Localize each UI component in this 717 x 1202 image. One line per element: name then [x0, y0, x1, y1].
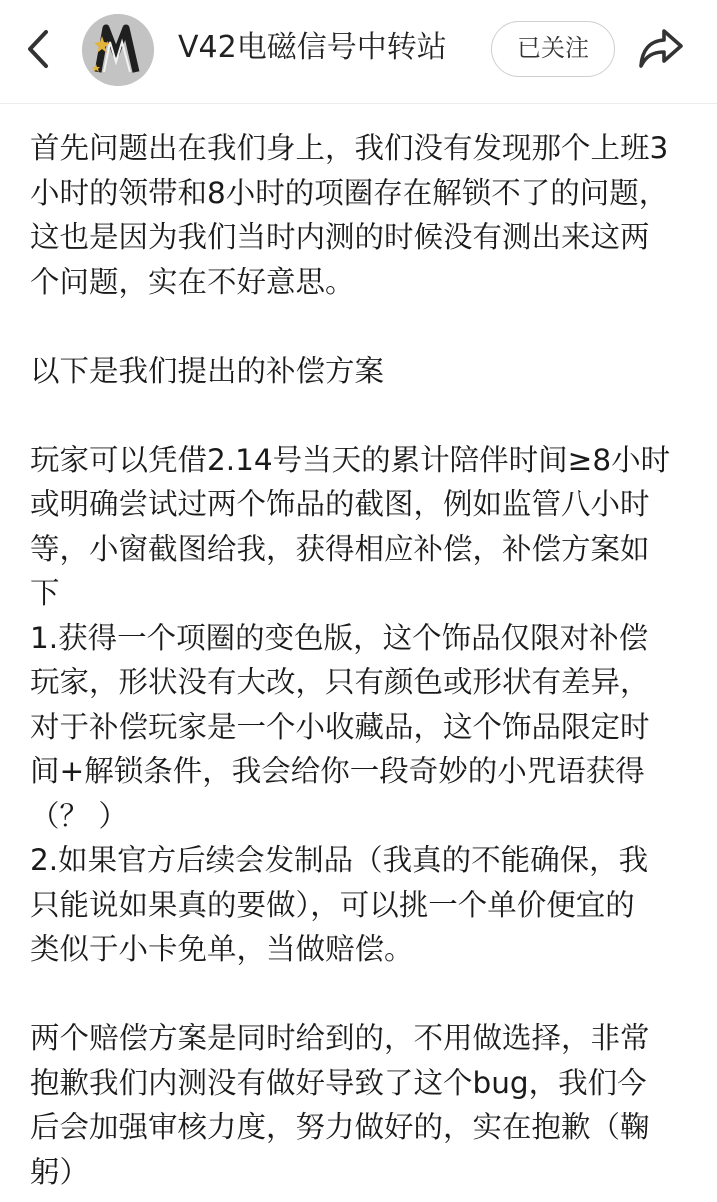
share-button[interactable] [637, 26, 685, 72]
post-paragraph: 以下是我们提出的补偿方案 [30, 353, 385, 388]
top-bar [0, 0, 717, 104]
avatar-image [82, 14, 154, 86]
post-body [30, 126, 690, 1194]
post-paragraph: 首先问题出在我们身上，我们没有发现那个上班3 小时的领带和8小时的项圈存在解锁不了的问题， 这也是因为我们当时内测的时候没有测出来这两 个问题，实在不好意思。 [30, 131, 669, 299]
paragraph-spacer [30, 393, 690, 438]
paragraph-spacer [30, 972, 690, 1017]
chevron-left-icon [22, 28, 58, 70]
share-arrow-icon [637, 26, 685, 72]
avatar[interactable] [82, 14, 154, 86]
paragraph-spacer [30, 304, 690, 349]
post-paragraph: 玩家可以凭借2.14号当天的累计陪伴时间≥8小时 或明确尝试过两个饰品的截图，例如监管八小时 等，小窗截图给我，获得相应补偿，补偿方案如 下 1.获得一个项圈的变色版，这个饰品仅限对补偿 玩家，形状没有大改，只有颜色或形状有差异， 对于补偿玩家是一个小收藏品，这个饰品限定时 间+解锁条件，我会给你一段奇妙的小咒语获得 （？ ） 2.如果官方后续会发制品（我真的不能确保，我 只能说如果真的要做），可以挑一个单价便宜的 类似于小卡免单，当做赔偿。 [30, 442, 671, 966]
post-paragraph: 两个赔偿方案是同时给到的，不用做选择，非常 抱歉我们内测没有做好导致了这个bug，我们今 后会加强审核力度，努力做好的，实在抱歉（鞠 躬） [30, 1021, 650, 1189]
account-name[interactable]: V42电磁信号中转站 [178, 30, 447, 65]
back-button[interactable] [22, 28, 58, 70]
follow-button[interactable]: 已关注 [491, 21, 615, 77]
